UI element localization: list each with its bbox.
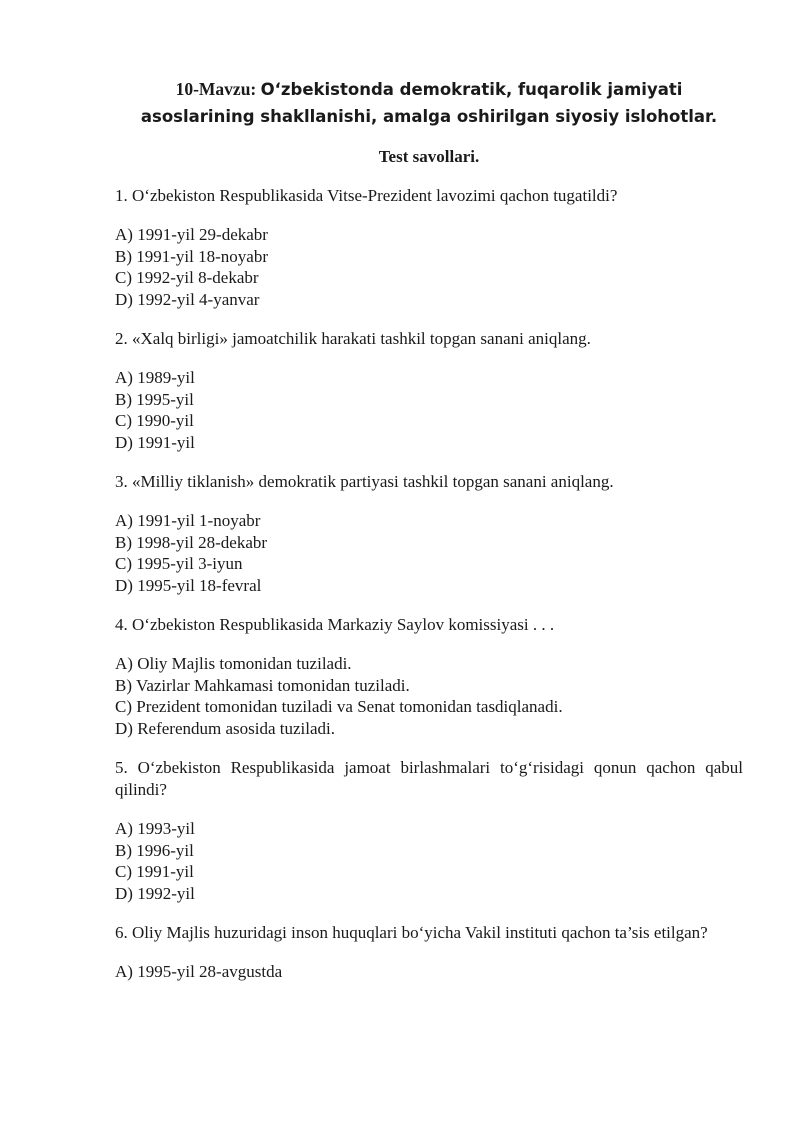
question-block	[115, 328, 743, 453]
answer-option: A) 1989-yil	[115, 368, 195, 387]
answer-options	[115, 961, 743, 983]
answer-option: D) 1992-yil	[115, 883, 195, 903]
answer-options	[115, 367, 743, 453]
answer-option: A) 1991-yil 1-noyabr	[115, 511, 261, 530]
answer-option: B) 1995-yil	[115, 389, 194, 409]
topic-heading	[115, 76, 743, 130]
question-list	[115, 185, 743, 983]
answer-option: D) 1995-yil 18-fevral	[115, 575, 262, 595]
answer-option: C) 1995-yil 3-iyun	[115, 554, 243, 573]
question-text: 4. O‘zbekiston Respublikasida Markaziy Saylov komissiyasi . . .	[115, 615, 555, 634]
answer-option: B) 1996-yil	[115, 840, 194, 860]
question-block	[115, 614, 743, 739]
answer-options	[115, 510, 743, 596]
answer-options	[115, 224, 743, 310]
question-block	[115, 471, 743, 596]
answer-option: A) 1995-yil 28-avgustda	[115, 962, 283, 981]
question-text: 2. «Xalq birligi» jamoatchilik harakati tashkil topgan sanani aniqlang.	[115, 329, 591, 348]
question-text: 1. O‘zbekiston Respublikasida Vitse-Prezident lavozimi qachon tugatildi?	[115, 186, 618, 205]
topic-title-line-2: asoslarining shakllanishi, amalga oshirilgan siyosiy islohotlar.	[140, 107, 718, 126]
answer-option: D) Referendum asosida tuziladi.	[115, 718, 335, 738]
answer-option: B) 1991-yil 18-noyabr	[115, 246, 268, 266]
answer-options	[115, 818, 743, 904]
question-text: 6. Oliy Majlis huzuridagi inson huquqlari bo‘yicha Vakil instituti qachon ta’sis etilgan?	[115, 923, 708, 942]
document-page	[115, 76, 743, 983]
question-block	[115, 185, 743, 310]
question-text: 3. «Milliy tiklanish» demokratik partiyasi tashkil topgan sanani aniqlang.	[115, 472, 614, 491]
answer-option: D) 1992-yil 4-yanvar	[115, 289, 260, 309]
topic-number: 10-Mavzu:	[175, 79, 257, 99]
answer-option: A) 1993-yil	[115, 819, 195, 838]
answer-option: A) Oliy Majlis tomonidan tuziladi.	[115, 654, 352, 673]
answer-options	[115, 653, 743, 739]
answer-option: B) Vazirlar Mahkamasi tomonidan tuziladi.	[115, 675, 410, 695]
section-subheading: Test savollari.	[378, 147, 480, 166]
answer-option: D) 1991-yil	[115, 432, 195, 452]
question-block	[115, 757, 743, 904]
answer-option: C) 1991-yil	[115, 862, 194, 881]
answer-option: C) 1992-yil 8-dekabr	[115, 268, 259, 287]
answer-option: B) 1998-yil 28-dekabr	[115, 532, 268, 552]
question-block	[115, 922, 743, 983]
answer-option: A) 1991-yil 29-dekabr	[115, 225, 268, 244]
answer-option: C) Prezident tomonidan tuziladi va Senat tomonidan tasdiqlanadi.	[115, 697, 563, 716]
answer-option: C) 1990-yil	[115, 411, 194, 430]
topic-title-line-1: O‘zbekistonda demokratik, fuqarolik jamiyati	[260, 80, 683, 99]
question-text: 5. O‘zbekiston Respublikasida jamoat birlashmalari to‘g‘risidagi qonun qachon qabul qilindi?	[115, 758, 743, 799]
